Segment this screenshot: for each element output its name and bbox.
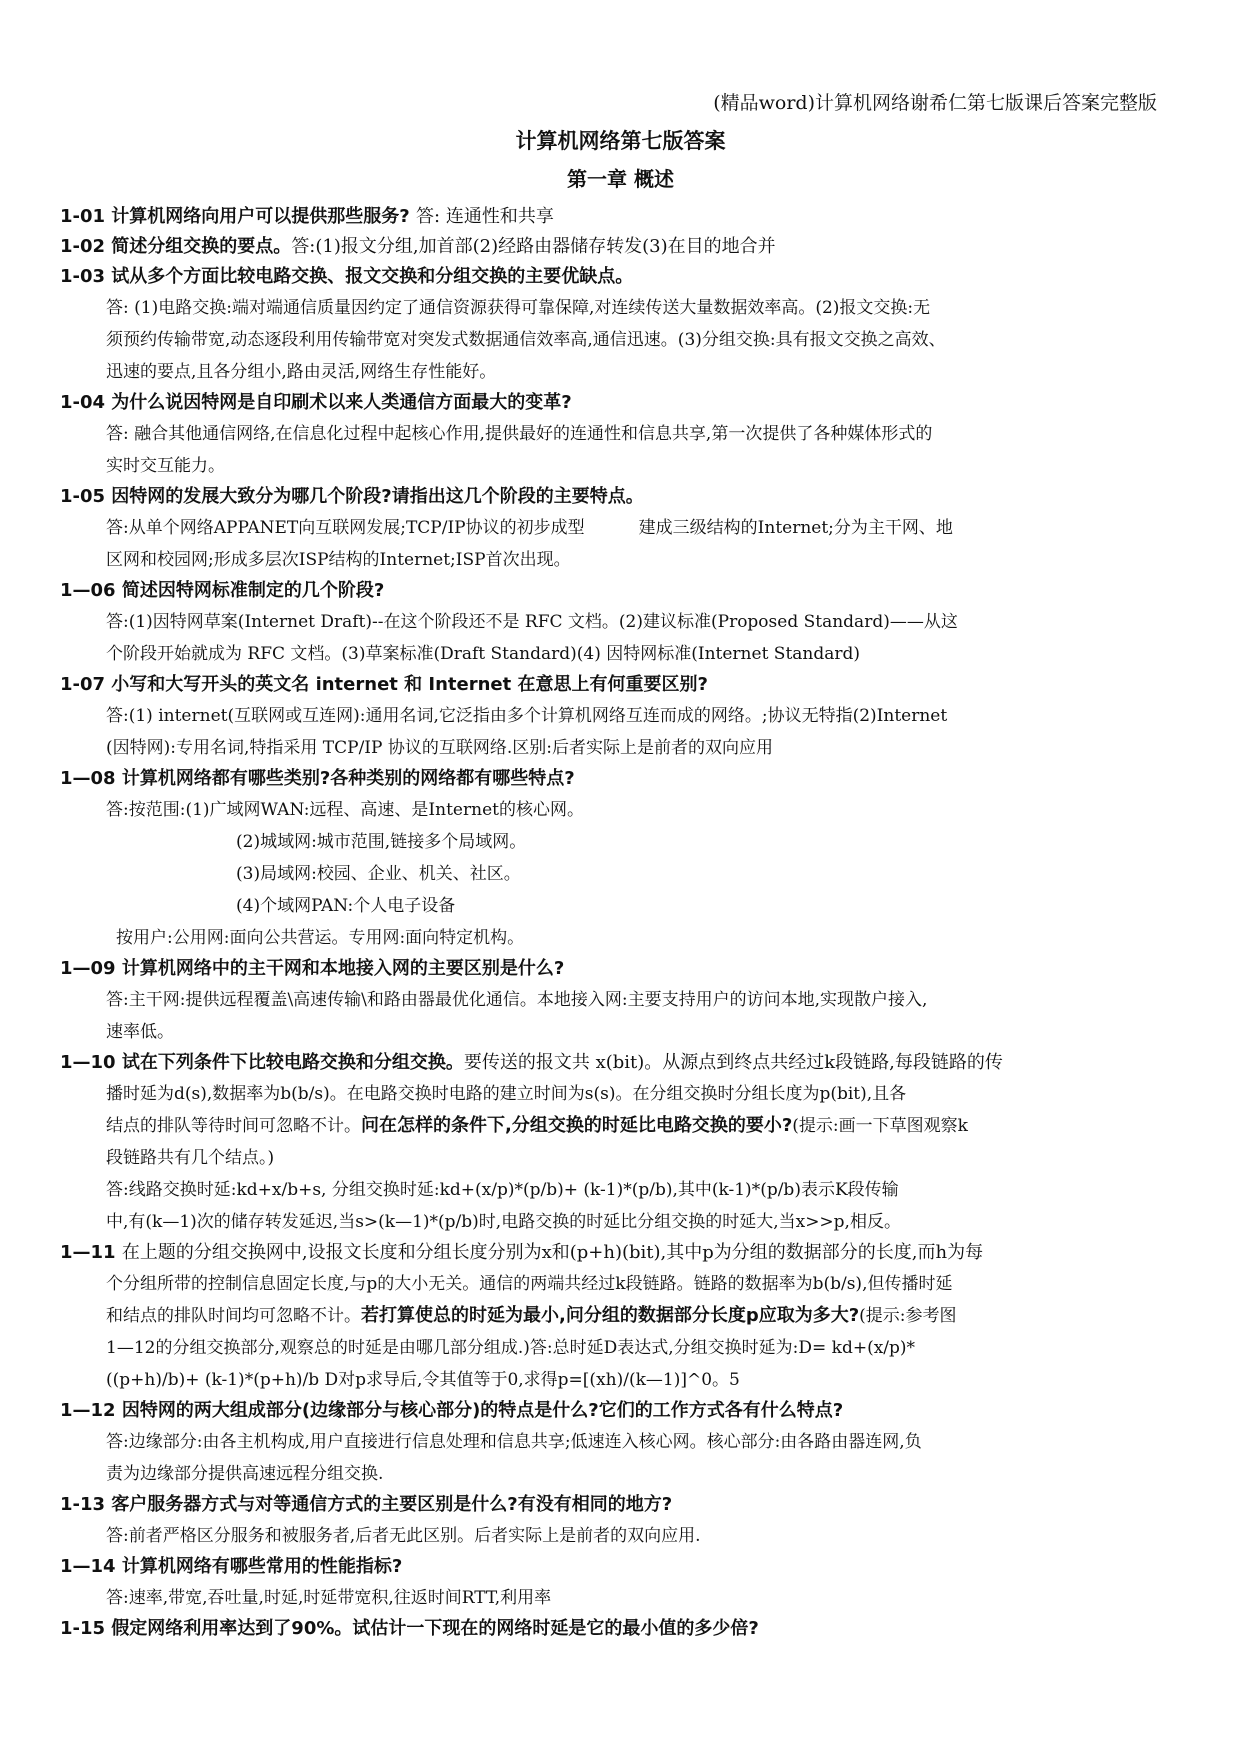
question-1-11-continued: 个分组所带的控制信息固定长度,与p的大小无关。通信的两端共经过k段链路。链路的数据率为b(b/s),但传播时延 和结点的排队时间均可忽略不计。若打算使总的时延为最小,问分组的数据部分长度p应取为多大?(提示:参考图 1—12的分组交换部分,观察总的时延是由哪几部分组成.)答:总时延D表达式,分组交换时延为:D= kd+(x/p)* ((p+h)/b)+ (k-1)*(p+h)/b D对p求导后,令其值等于0,求得p=[(xh)/(k—1)]^0。5 [106, 1274, 957, 1390]
list-item: (2)城域网:城市范围,链接多个局域网。 [236, 832, 527, 852]
question-1-02: 1-02 简述分组交换的要点。答:(1)报文分组,加首部(2)经路由器储存转发(3)在目的地合并 [60, 236, 776, 257]
answer-1-13: 答:前者严格区分服务和被服务者,后者无此区别。后者实际上是前者的双向应用. [106, 1526, 701, 1546]
page-header: (精品word)计算机网络谢希仁第七版课后答案完整版 [713, 92, 1157, 114]
question-1-12: 1—12 因特网的两大组成部分(边缘部分与核心部分)的特点是什么?它们的工作方式各有什么特点? [60, 1400, 844, 1421]
list-item: (3)局域网:校园、企业、机关、社区。 [236, 864, 521, 884]
question-1-14: 1—14 计算机网络有哪些常用的性能指标? [60, 1556, 403, 1577]
answer-1-04: 答: 融合其他通信网络,在信息化过程中起核心作用,提供最好的连通性和信息共享,第一次提供了各种媒体形式的 实时交互能力。 [106, 424, 933, 476]
question-1-01: 1-01 计算机网络向用户可以提供那些服务? 答: 连通性和共享 [60, 206, 554, 227]
answer-1-08: 答:按范围:(1)广域网WAN:远程、高速、是Internet的核心网。 [106, 800, 584, 820]
chapter-heading: 第一章 概述 [567, 167, 674, 191]
question-1-06: 1—06 简述因特网标准制定的几个阶段? [60, 580, 385, 601]
answer-1-09: 答:主干网:提供远程覆盖\高速传输\和路由器最优化通信。本地接入网:主要支持用户的访问本地,实现散户接入, 速率低。 [106, 990, 928, 1042]
answer-1-02: 答:(1)报文分组,加首部(2)经路由器储存转发(3)在目的地合并 [291, 236, 776, 257]
question-1-03: 1-03 试从多个方面比较电路交换、报文交换和分组交换的主要优缺点。 [60, 266, 634, 287]
answer-1-08-sublist [60, 826, 1181, 922]
question-1-08: 1—08 计算机网络都有哪些类别?各种类别的网络都有哪些特点? [60, 768, 575, 789]
question-1-10: 1—10 试在下列条件下比较电路交换和分组交换。要传送的报文共 x(bit)。从源点到终点共经过k段链路,每段链路的传 [60, 1052, 1003, 1073]
answer-1-12: 答:边缘部分:由各主机构成,用户直接进行信息处理和信息共享;低速连入核心网。核心部分:由各路由器连网,负 责为边缘部分提供高速远程分组交换. [106, 1432, 922, 1484]
question-1-05: 1-05 因特网的发展大致分为哪几个阶段?请指出这几个阶段的主要特点。 [60, 486, 644, 507]
answer-1-10: 答:线路交换时延:kd+x/b+s, 分组交换时延:kd+(x/p)*(p/b)+ (k-1)*(p/b),其中(k-1)*(p/b)表示K段传输 中,有(k—1)次的储存转发延迟,当s>(k—1)*(p/b)时,电路交换的时延比分组交换的时延大,当x>>p,相反。 [106, 1180, 901, 1232]
question-1-11: 1—11 在上题的分组交换网中,设报文长度和分组长度分别为x和(p+h)(bit),其中p为分组的数据部分的长度,而h为每 [60, 1242, 984, 1263]
question-1-07: 1-07 小写和大写开头的英文名 internet 和 Internet 在意思上有何重要区别? [60, 674, 708, 695]
answer-1-14: 答:速率,带宽,吞吐量,时延,时延带宽积,往返时间RTT,利用率 [106, 1588, 552, 1608]
answer-1-06: 答:(1)因特网草案(Internet Draft)--在这个阶段还不是 RFC 文档。(2)建议标准(Proposed Standard)——从这 个阶段开始就成为 RFC 文档。(3)草案标准(Draft Standard)(4) 因特网标准(Internet Standard) [106, 612, 958, 664]
question-1-10-continued: 播时延为d(s),数据率为b(b/s)。在电路交换时电路的建立时间为s(s)。在分组交换时分组长度为p(bit),且各 结点的排队等待时间可忽略不计。问在怎样的条件下,分组交换的时延比电路交换的要小?(提示:画一下草图观察k 段链路共有几个结点。) [106, 1084, 968, 1168]
answer-1-03: 答: (1)电路交换:端对端通信质量因约定了通信资源获得可靠保障,对连续传送大量数据效率高。(2)报文交换:无 须预约传输带宽,动态逐段利用传输带宽对突发式数据通信效率高,通信迅速。(3)分组交换:具有报文交换之高效、 迅速的要点,且各分组小,路由灵活,网络生存性能好。 [106, 298, 946, 382]
list-item: (4)个域网PAN:个人电子设备 [236, 896, 456, 916]
question-1-15: 1-15 假定网络利用率达到了90%。试估计一下现在的网络时延是它的最小值的多少倍? [60, 1618, 759, 1639]
question-1-04: 1-04 为什么说因特网是自印刷术以来人类通信方面最大的变革? [60, 392, 572, 413]
question-1-13: 1-13 客户服务器方式与对等通信方式的主要区别是什么?有没有相同的地方? [60, 1494, 673, 1515]
answer-1-07: 答:(1) internet(互联网或互连网):通用名词,它泛指由多个计算机网络互连而成的网络。;协议无特指(2)Internet (因特网):专用名词,特指采用 TCP/IP 协议的互联网络.区别:后者实际上是前者的双向应用 [106, 706, 948, 758]
answer-1-05: 答:从单个网络APPANET向互联网发展;TCP/IP协议的初步成型 建成三级结构的Internet;分为主干网、地 区网和校园网;形成多层次ISP结构的Internet;ISP首次出现。 [106, 518, 953, 570]
answer-1-01: 答: 连通性和共享 [416, 206, 554, 227]
answer-1-08-by-user: 按用户:公用网:面向公共营运。专用网:面向特定机构。 [116, 928, 525, 948]
question-1-09: 1—09 计算机网络中的主干网和本地接入网的主要区别是什么? [60, 958, 565, 979]
document-title: 计算机网络第七版答案 [515, 128, 726, 153]
